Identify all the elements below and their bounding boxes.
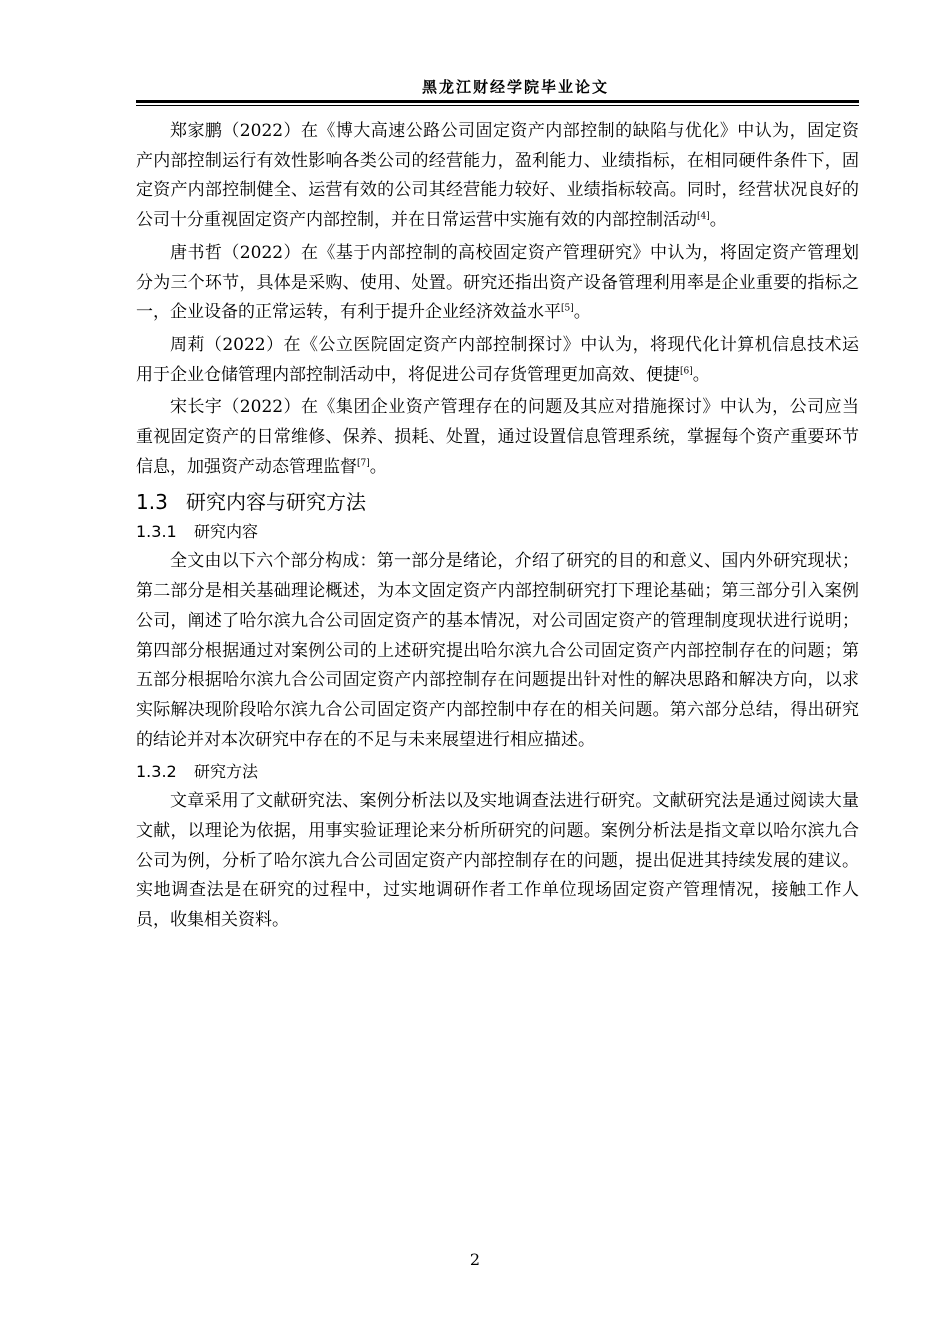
citation-5: [5] bbox=[561, 303, 574, 314]
subsection-title: 研究内容 bbox=[194, 522, 259, 542]
paragraph-song bbox=[136, 393, 859, 482]
paragraph-end: 。 bbox=[692, 364, 710, 385]
paragraph-text: 唐书哲（2022）在《基于内部控制的高校固定资产管理研究》中认为，将固定资产管理划分为三个环节，具体是采购、使用、处置。研究还指出资产设备管理利用率是企业重要的指标之一，企业设备的正常运转，有利于提升企业经济效益水平 bbox=[136, 242, 859, 323]
paragraph-research-content: 全文由以下六个部分构成：第一部分是绪论，介绍了研究的目的和意义、国内外研究现状；第二部分是相关基础理论概述，为本文固定资产内部控制研究打下理论基础；第三部分引入案例公司，阐述了哈尔滨九合公司固定资产的基本情况，对公司固定资产的管理制度现状进行说明；第四部分根据通过对案例公司的上述研究提出哈尔滨九合公司固定资产内部控制存在的问题；第五部分根据哈尔滨九合公司固定资产内部控制存在问题提出针对性的解决思路和解决方向，以求实际解决现阶段哈尔滨九合公司固定资产内部控制中存在的相关问题。第六部分总结，得出研究的结论并对本次研究中存在的不足与未来展望进行相应描述。 bbox=[136, 551, 859, 750]
paragraph-tang bbox=[136, 239, 859, 328]
paragraph-end: 。 bbox=[369, 456, 387, 477]
subsection-heading-1-3-1 bbox=[136, 518, 859, 546]
paragraph-end: 。 bbox=[573, 302, 591, 323]
subsection-number: 1.3.1 bbox=[136, 522, 177, 542]
body-text bbox=[136, 117, 859, 939]
header-rule-thick bbox=[136, 100, 859, 103]
paragraph-end: 。 bbox=[709, 210, 727, 231]
section-heading-1-3 bbox=[136, 488, 859, 516]
subsection-number: 1.3.2 bbox=[136, 762, 177, 782]
paragraph-zhou bbox=[136, 331, 859, 390]
paragraph-text: 周莉（2022）在《公立医院固定资产内部控制探讨》中认为，将现代化计算机信息技术运用于企业仓储管理内部控制活动中，将促进公司存货管理更加高效、便捷 bbox=[136, 334, 859, 385]
citation-6: [6] bbox=[680, 365, 693, 376]
section-number: 1.3 bbox=[136, 490, 168, 515]
page-number: 2 bbox=[469, 1250, 481, 1269]
header-rule-thin bbox=[136, 105, 859, 106]
citation-7: [7] bbox=[357, 458, 370, 469]
running-header: 黑龙江财经学院毕业论文 bbox=[421, 78, 609, 96]
subsection-heading-1-3-2 bbox=[136, 758, 859, 786]
paragraph-research-method: 文章采用了文献研究法、案例分析法以及实地调查法进行研究。文献研究法是通过阅读大量文献，以理论为依据，用事实验证理论来分析所研究的问题。案例分析法是指文章以哈尔滨九合公司为例，分析了哈尔滨九合公司固定资产内部控制存在的问题，提出促进其持续发展的建议。实地调查法是在研究的过程中，过实地调研作者工作单位现场固定资产管理情况，接触工作人员，收集相关资料。 bbox=[136, 791, 859, 931]
subsection-title: 研究方法 bbox=[194, 762, 259, 782]
paragraph-zheng bbox=[136, 117, 859, 236]
section-title: 研究内容与研究方法 bbox=[186, 490, 366, 515]
paragraph-text: 宋长宇（2022）在《集团企业资产管理存在的问题及其应对措施探讨》中认为，公司应当重视固定资产的日常维修、保养、损耗、处置，通过设置信息管理系统，掌握每个资产重要环节信息，加强资产动态管理监督 bbox=[136, 397, 859, 477]
paragraph-text: 郑家鹏（2022）在《博大高速公路公司固定资产内部控制的缺陷与优化》中认为，固定资产内部控制运行有效性影响各类公司的经营能力，盈利能力、业绩指标，在相同硬件条件下，固定资产内部控制健全、运营有效的公司其经营能力较好、业绩指标较高。同时，经营状况良好的公司十分重视固定资产内部控制，并在日常运营中实施有效的内部控制活动 bbox=[136, 121, 859, 231]
citation-4: [4] bbox=[697, 211, 710, 222]
